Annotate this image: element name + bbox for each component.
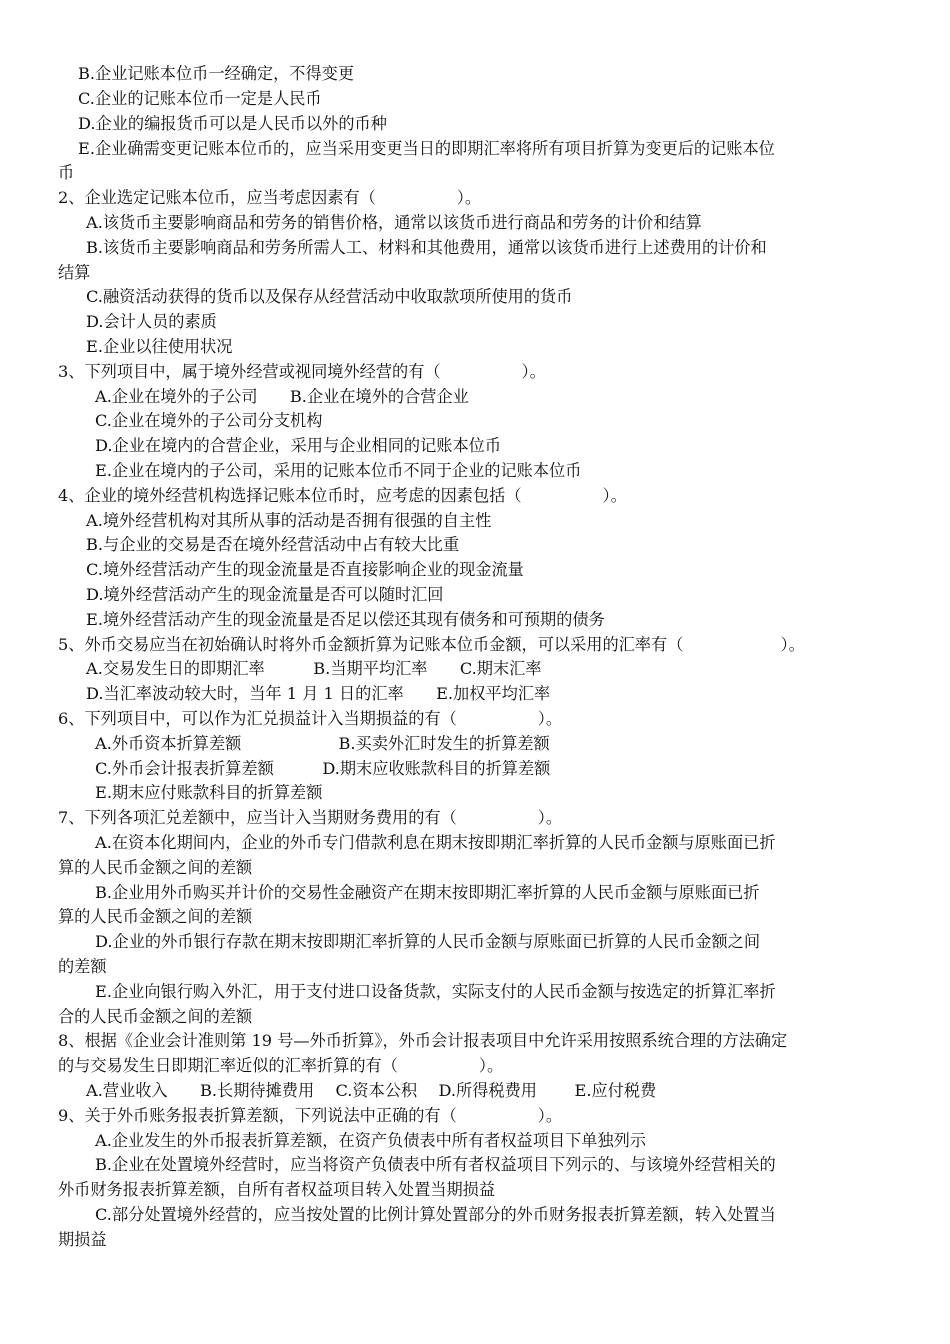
option-line-continued: 算的人民币金额之间的差额 xyxy=(58,907,253,926)
option-line: C.境外经营活动产生的现金流量是否直接影响企业的现金流量 xyxy=(86,560,524,579)
option-line: A.在资本化期间内，企业的外币专门借款利息在期末按即期汇率折算的人民币金额与原账面已折 xyxy=(95,833,776,852)
option-line: E.企业以往使用状况 xyxy=(86,337,233,356)
option-line: B.与企业的交易是否在境外经营活动中占有较大比重 xyxy=(86,535,460,554)
option-line: C.融资活动获得的货币以及保存从经营活动中收取款项所使用的货币 xyxy=(86,287,573,306)
option-line-continued: 结算 xyxy=(58,263,91,282)
option-line: D.境外经营活动产生的现金流量是否可以随时汇回 xyxy=(86,585,444,604)
option-line: C.外币会计报表折算差额 D.期末应收账款科目的折算差额 xyxy=(95,759,551,778)
question-3: 3、下列项目中，属于境外经营或视同境外经营的有（ ）。 xyxy=(58,362,546,381)
option-line: C.企业在境外的子公司分支机构 xyxy=(95,411,323,430)
option-line: E.企业在境内的子公司，采用的记账本位币不同于企业的记账本位币 xyxy=(95,461,582,480)
option-line: D.会计人员的素质 xyxy=(86,312,217,331)
option-line: D.当汇率波动较大时，当年 1 月 1 日的汇率 E.加权平均汇率 xyxy=(86,684,551,703)
option-line: E.企业向银行购入外汇，用于支付进口设备货款，实际支付的人民币金额与按选定的折算汇率折 xyxy=(95,982,776,1001)
option-line-continued: 币 xyxy=(58,163,75,182)
option-line: A.交易发生日的即期汇率 B.当期平均汇率 C.期末汇率 xyxy=(86,659,542,678)
option-line: A.外币资本折算差额 B.买卖外汇时发生的折算差额 xyxy=(95,734,550,753)
question-8-continued: 的与交易发生日即期汇率近似的汇率折算的有（ ）。 xyxy=(58,1056,504,1075)
option-line: A.营业收入 B.长期待摊费用 C.资本公积 D.所得税费用 E.应付税费 xyxy=(86,1081,657,1100)
option-line: D.企业的编报货币可以是人民币以外的币种 xyxy=(78,114,387,133)
option-line: B.企业在处置境外经营时，应当将资产负债表中所有者权益项目下列示的、与该境外经营相关的 xyxy=(95,1155,776,1174)
option-line-continued: 的差额 xyxy=(58,957,107,976)
question-2: 2、企业选定记账本位币，应当考虑因素有（ ）。 xyxy=(58,188,482,207)
option-line: E.境外经营活动产生的现金流量是否足以偿还其现有债务和可预期的债务 xyxy=(86,610,605,629)
option-line: B.企业记账本位币一经确定，不得变更 xyxy=(78,64,355,83)
question-8: 8、根据《企业会计准则第 19 号—外币折算》，外币会计报表项目中允许采用按照系统合理的方法确定 xyxy=(58,1031,788,1050)
question-7: 7、下列各项汇兑差额中，应当计入当期财务费用的有（ ）。 xyxy=(58,808,563,827)
option-line: A.企业在境外的子公司 B.企业在境外的合营企业 xyxy=(95,387,469,406)
question-9: 9、关于外币账务报表折算差额，下列说法中正确的有（ ）。 xyxy=(58,1106,563,1125)
option-line: E.企业确需变更记账本位币的，应当采用变更当日的即期汇率将所有项目折算为变更后的记账本位 xyxy=(78,139,775,158)
option-line: A.企业发生的外币报表折算差额，在资产负债表中所有者权益项目下单独列示 xyxy=(95,1131,647,1150)
option-line: B.该货币主要影响商品和劳务所需人工、材料和其他费用，通常以该货币进行上述费用的计价和 xyxy=(86,238,767,257)
option-line: A.境外经营机构对其所从事的活动是否拥有很强的自主性 xyxy=(86,511,492,530)
option-line-continued: 外币财务报表折算差额，自所有者权益项目转入处置当期损益 xyxy=(58,1180,496,1199)
option-line-continued: 算的人民币金额之间的差额 xyxy=(58,858,253,877)
option-line: D.企业的外币银行存款在期末按即期汇率折算的人民币金额与原账面已折算的人民币金额之间 xyxy=(95,932,761,951)
question-5: 5、外币交易应当在初始确认时将外币金额折算为记账本位币金额，可以采用的汇率有（ ）。 xyxy=(58,635,805,654)
option-line: A.该货币主要影响商品和劳务的销售价格，通常以该货币进行商品和劳务的计价和结算 xyxy=(86,213,702,232)
option-line: D.企业在境内的合营企业，采用与企业相同的记账本位币 xyxy=(95,436,502,455)
option-line: E.期末应付账款科目的折算差额 xyxy=(95,783,323,802)
question-6: 6、下列项目中，可以作为汇兑损益计入当期损益的有（ ）。 xyxy=(58,709,563,728)
option-line: C.部分处置境外经营的，应当按处置的比例计算处置部分的外币财务报表折算差额，转入处置当 xyxy=(95,1205,776,1224)
option-line: B.企业用外币购买并计价的交易性金融资产在期末按即期汇率折算的人民币金额与原账面已折 xyxy=(95,883,760,902)
option-line: C.企业的记账本位币一定是人民币 xyxy=(78,89,322,108)
option-line-continued: 合的人民币金额之间的差额 xyxy=(58,1007,253,1026)
option-line-continued: 期损益 xyxy=(58,1230,107,1249)
question-4: 4、企业的境外经营机构选择记账本位币时，应考虑的因素包括（ ）。 xyxy=(58,486,627,505)
